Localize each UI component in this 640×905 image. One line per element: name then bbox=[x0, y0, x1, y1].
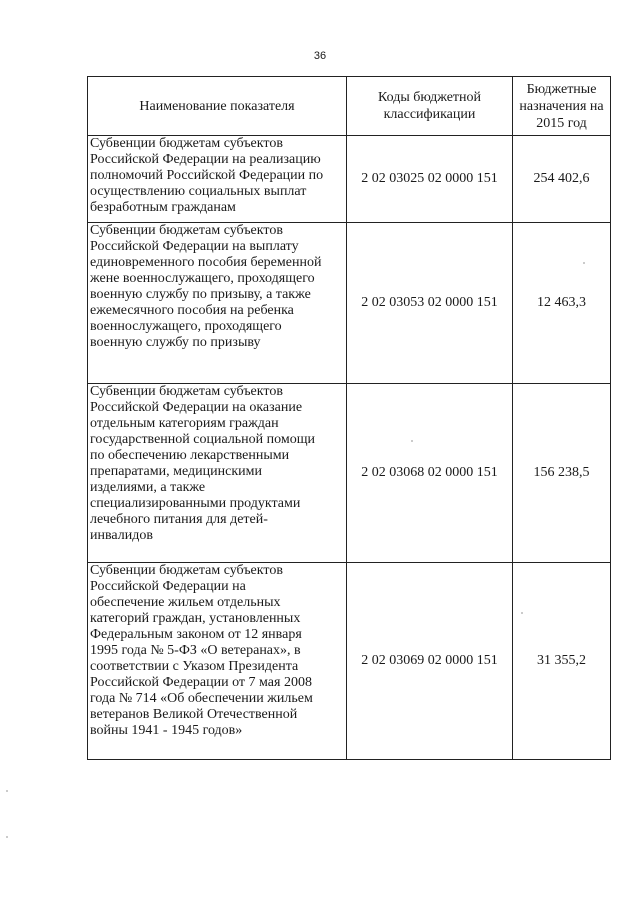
indicator-name-cell bbox=[88, 563, 347, 760]
scan-speck bbox=[411, 440, 413, 442]
indicator-name-line: ежемесячного пособия на ребенка bbox=[90, 303, 294, 318]
indicator-name-line: Российской Федерации на выплату bbox=[90, 239, 299, 254]
indicator-name-line: Российской Федерации на реализацию bbox=[90, 152, 321, 167]
table-row bbox=[88, 563, 611, 760]
indicator-name-line: Субвенции бюджетам субъектов bbox=[90, 136, 283, 151]
table-row bbox=[88, 136, 611, 223]
indicator-name-cell bbox=[88, 384, 347, 563]
budget-code-cell: 2 02 03069 02 0000 151 bbox=[347, 563, 513, 760]
indicator-name-line: военнослужащего, проходящего bbox=[90, 319, 282, 334]
budget-amount-cell: 156 238,5 bbox=[513, 384, 611, 563]
table-row bbox=[88, 223, 611, 384]
indicator-name-line: Российской Федерации на bbox=[90, 579, 246, 594]
indicator-name-line: ветеранов Великой Отечественной bbox=[90, 707, 298, 722]
indicator-name-line: специализированными продуктами bbox=[90, 496, 301, 511]
indicator-name-cell bbox=[88, 223, 347, 384]
indicator-name-line: Субвенции бюджетам субъектов bbox=[90, 563, 283, 578]
indicator-name-line: по обеспечению лекарственными bbox=[90, 448, 290, 463]
indicator-name-line: жене военнослужащего, проходящего bbox=[90, 271, 315, 286]
header-indicator-name: Наименование показателя bbox=[88, 77, 347, 136]
indicator-name-line: Российской Федерации от 7 мая 2008 bbox=[90, 675, 312, 690]
indicator-name-line: Федеральным законом от 12 января bbox=[90, 627, 302, 642]
budget-amount-cell: 31 355,2 bbox=[513, 563, 611, 760]
budget-code-cell: 2 02 03068 02 0000 151 bbox=[347, 384, 513, 563]
indicator-name-line: лечебного питания для детей- bbox=[90, 512, 268, 527]
budget-amount-cell: 12 463,3 bbox=[513, 223, 611, 384]
scan-speck bbox=[521, 612, 523, 614]
indicator-name-line: категорий граждан, установленных bbox=[90, 611, 301, 626]
budget-code-cell: 2 02 03025 02 0000 151 bbox=[347, 136, 513, 223]
table-row bbox=[88, 384, 611, 563]
indicator-name-line: Субвенции бюджетам субъектов bbox=[90, 223, 283, 238]
indicator-name-line: войны 1941 - 1945 годов» bbox=[90, 723, 243, 738]
indicator-name-line: препаратами, медицинскими bbox=[90, 464, 262, 479]
header-budget-amount: Бюджетные назначения на 2015 год bbox=[513, 77, 611, 136]
indicator-name-line: полномочий Российской Федерации по bbox=[90, 168, 324, 183]
table-header-row bbox=[88, 77, 611, 136]
indicator-name-line: инвалидов bbox=[90, 528, 153, 543]
indicator-name-line: отдельным категориям граждан bbox=[90, 416, 279, 431]
indicator-name-line: военную службу по призыву bbox=[90, 335, 261, 350]
scan-speck bbox=[583, 262, 585, 264]
indicator-name-line: военную службу по призыву, а также bbox=[90, 287, 311, 302]
indicator-name-line: изделиями, а также bbox=[90, 480, 206, 495]
indicator-name-line: Субвенции бюджетам субъектов bbox=[90, 384, 283, 399]
indicator-name-line: государственной социальной помощи bbox=[90, 432, 316, 447]
indicator-name-line: осуществлению социальных выплат bbox=[90, 184, 307, 199]
scan-speck bbox=[6, 836, 8, 838]
indicator-name-line: Российской Федерации на оказание bbox=[90, 400, 303, 415]
indicator-name-line: обеспечение жильем отдельных bbox=[90, 595, 281, 610]
indicator-name-line: соответствии с Указом Президента bbox=[90, 659, 299, 674]
indicator-name-line: единовременного пособия беременной bbox=[90, 255, 322, 270]
budget-code-cell: 2 02 03053 02 0000 151 bbox=[347, 223, 513, 384]
scan-speck bbox=[6, 790, 8, 792]
header-budget-code: Коды бюджетной классификации bbox=[347, 77, 513, 136]
budget-amount-cell: 254 402,6 bbox=[513, 136, 611, 223]
page-number: 36 bbox=[313, 50, 327, 62]
indicator-name-cell bbox=[88, 136, 347, 223]
indicator-name-line: года № 714 «Об обеспечении жильем bbox=[90, 691, 313, 706]
indicator-name-line: 1995 года № 5-ФЗ «О ветеранах», в bbox=[90, 643, 301, 658]
indicator-name-line: безработным гражданам bbox=[90, 200, 236, 215]
budget-table bbox=[87, 76, 611, 760]
